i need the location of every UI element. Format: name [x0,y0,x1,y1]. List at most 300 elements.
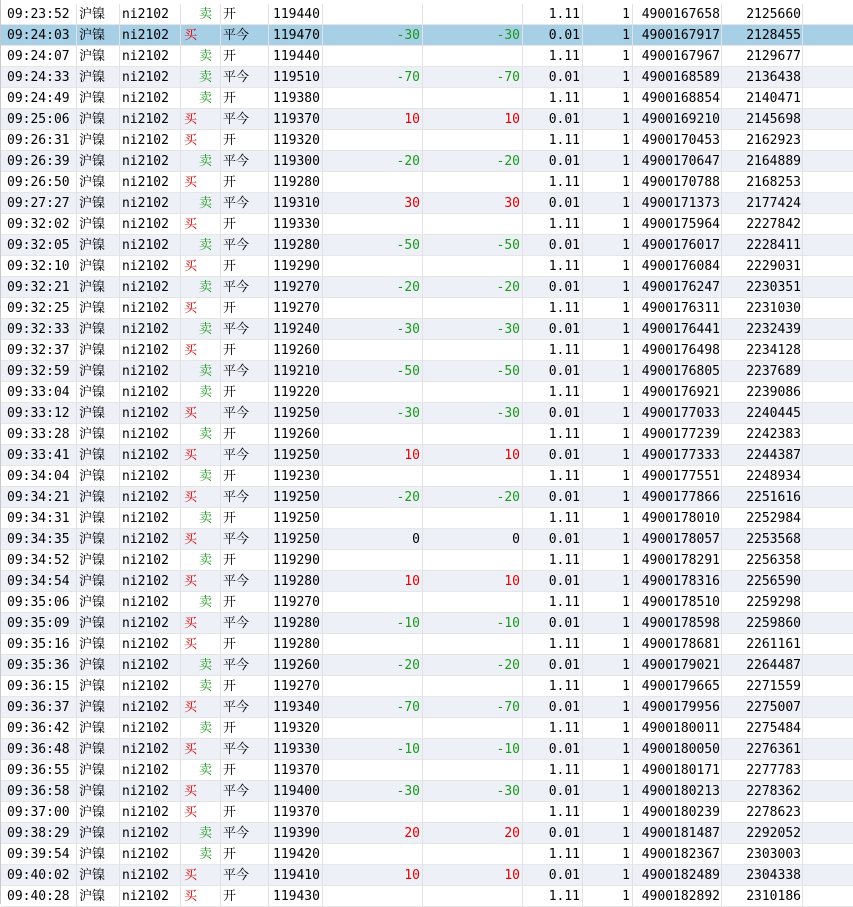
contract-cell: ni2102 [120,67,181,88]
contract-cell: ni2102 [120,634,181,655]
trade-row[interactable] [1,676,853,697]
time-cell: 09:33:28 [1,424,77,445]
price-cell: 119250 [269,403,323,424]
seq-cell: 2240445 [722,403,803,424]
fee-cell: 1.11 [523,802,583,823]
trade-row[interactable] [1,781,853,802]
action-cell: 平今 [221,67,269,88]
pnl-cell: -30 [323,25,423,46]
time-cell: 09:24:33 [1,67,77,88]
seq-cell: 2162923 [722,130,803,151]
exchange-cell: 沪镍 [77,151,120,172]
fee-cell: 0.01 [523,193,583,214]
price-cell: 119280 [269,235,323,256]
pnl-cell: 0 [323,529,423,550]
trade-row[interactable] [1,130,853,151]
pnl-cell [323,172,423,193]
pnl-cell: 10 [323,865,423,886]
exchange-cell: 沪镍 [77,277,120,298]
fee-cell: 0.01 [523,739,583,760]
contract-cell: ni2102 [120,487,181,508]
exchange-cell: 沪镍 [77,466,120,487]
price-cell: 119260 [269,340,323,361]
side-cell: 卖 [181,592,221,613]
trade-row[interactable] [1,697,853,718]
blank-cell [803,193,853,214]
price-cell: 119280 [269,172,323,193]
trade-row[interactable] [1,718,853,739]
pnl-cell: 10 [323,109,423,130]
blank-cell [803,466,853,487]
side-cell: 卖 [181,277,221,298]
side-cell: 买 [181,445,221,466]
seq-cell: 2275484 [722,718,803,739]
seq-cell: 2256590 [722,571,803,592]
trade-row[interactable] [1,865,853,886]
trade-row[interactable] [1,88,853,109]
blank-cell [803,487,853,508]
fee-cell: 1.11 [523,256,583,277]
side-cell: 卖 [181,235,221,256]
seq-cell: 2276361 [722,739,803,760]
side-cell: 买 [181,403,221,424]
side-cell: 买 [181,781,221,802]
fee-cell: 0.01 [523,865,583,886]
pnl-total-cell: -30 [423,319,523,340]
time-cell: 09:36:48 [1,739,77,760]
seq-cell: 2177424 [722,193,803,214]
seq-cell: 2231030 [722,298,803,319]
pnl-total-cell: -70 [423,697,523,718]
action-cell: 平今 [221,193,269,214]
order-id-cell: 4900180050 [633,739,722,760]
time-cell: 09:34:31 [1,508,77,529]
pnl-cell [323,802,423,823]
order-id-cell: 4900176311 [633,298,722,319]
qty-cell: 1 [583,697,633,718]
price-cell: 119250 [269,487,323,508]
qty-cell: 1 [583,319,633,340]
action-cell: 开 [221,466,269,487]
action-cell: 开 [221,424,269,445]
seq-cell: 2244387 [722,445,803,466]
trade-row[interactable] [1,382,853,403]
time-cell: 09:34:04 [1,466,77,487]
contract-cell: ni2102 [120,4,181,25]
time-cell: 09:39:54 [1,844,77,865]
exchange-cell: 沪镍 [77,781,120,802]
time-cell: 09:26:50 [1,172,77,193]
fee-cell: 0.01 [523,529,583,550]
exchange-cell: 沪镍 [77,361,120,382]
trade-row[interactable] [1,25,853,46]
trade-row[interactable] [1,319,853,340]
side-cell: 卖 [181,508,221,529]
pnl-total-cell [423,172,523,193]
trade-row[interactable] [1,613,853,634]
contract-cell: ni2102 [120,718,181,739]
exchange-cell: 沪镍 [77,214,120,235]
trade-row[interactable] [1,277,853,298]
pnl-total-cell [423,634,523,655]
pnl-cell: -10 [323,613,423,634]
pnl-cell [323,46,423,67]
order-id-cell: 4900178291 [633,550,722,571]
pnl-cell: -20 [323,655,423,676]
order-id-cell: 4900176921 [633,382,722,403]
time-cell: 09:26:31 [1,130,77,151]
seq-cell: 2128455 [722,25,803,46]
exchange-cell: 沪镍 [77,550,120,571]
exchange-cell: 沪镍 [77,25,120,46]
price-cell: 119250 [269,529,323,550]
time-cell: 09:23:52 [1,4,77,25]
pnl-total-cell: -30 [423,781,523,802]
exchange-cell: 沪镍 [77,445,120,466]
price-cell: 119270 [269,676,323,697]
seq-cell: 2145698 [722,109,803,130]
trade-row[interactable] [1,655,853,676]
exchange-cell: 沪镍 [77,613,120,634]
contract-cell: ni2102 [120,844,181,865]
qty-cell: 1 [583,46,633,67]
seq-cell: 2125660 [722,4,803,25]
side-cell: 买 [181,25,221,46]
price-cell: 119280 [269,571,323,592]
seq-cell: 2303003 [722,844,803,865]
action-cell: 开 [221,88,269,109]
fee-cell: 1.11 [523,760,583,781]
action-cell: 平今 [221,487,269,508]
fee-cell: 1.11 [523,214,583,235]
seq-cell: 2264487 [722,655,803,676]
qty-cell: 1 [583,655,633,676]
pnl-cell: -70 [323,697,423,718]
order-id-cell: 4900176498 [633,340,722,361]
trade-row[interactable] [1,46,853,67]
pnl-total-cell [423,802,523,823]
time-cell: 09:40:02 [1,865,77,886]
pnl-total-cell: 20 [423,823,523,844]
trade-row[interactable] [1,571,853,592]
order-id-cell: 4900178010 [633,508,722,529]
trade-row[interactable] [1,550,853,571]
contract-cell: ni2102 [120,403,181,424]
qty-cell: 1 [583,487,633,508]
time-cell: 09:34:52 [1,550,77,571]
trade-row[interactable] [1,67,853,88]
seq-cell: 2239086 [722,382,803,403]
time-cell: 09:34:54 [1,571,77,592]
fee-cell: 1.11 [523,718,583,739]
contract-cell: ni2102 [120,445,181,466]
pnl-total-cell [423,298,523,319]
pnl-total-cell: -10 [423,739,523,760]
trade-row[interactable] [1,403,853,424]
blank-cell [803,109,853,130]
time-cell: 09:37:00 [1,802,77,823]
fee-cell: 0.01 [523,445,583,466]
time-cell: 09:38:29 [1,823,77,844]
pnl-cell [323,4,423,25]
contract-cell: ni2102 [120,319,181,340]
qty-cell: 1 [583,781,633,802]
blank-cell [803,46,853,67]
side-cell: 卖 [181,676,221,697]
trade-row[interactable] [1,4,853,25]
trade-row[interactable] [1,508,853,529]
trade-row[interactable] [1,214,853,235]
exchange-cell: 沪镍 [77,886,120,907]
qty-cell: 1 [583,592,633,613]
price-cell: 119250 [269,445,323,466]
blank-cell [803,256,853,277]
price-cell: 119250 [269,508,323,529]
seq-cell: 2310186 [722,886,803,907]
action-cell: 开 [221,340,269,361]
price-cell: 119260 [269,655,323,676]
pnl-total-cell: 10 [423,109,523,130]
fee-cell: 1.11 [523,340,583,361]
seq-cell: 2261161 [722,634,803,655]
trade-row[interactable] [1,592,853,613]
time-cell: 09:33:41 [1,445,77,466]
qty-cell: 1 [583,382,633,403]
blank-cell [803,844,853,865]
fee-cell: 0.01 [523,781,583,802]
pnl-cell [323,88,423,109]
fee-cell: 0.01 [523,151,583,172]
pnl-cell: -50 [323,361,423,382]
seq-cell: 2248934 [722,466,803,487]
qty-cell: 1 [583,823,633,844]
trade-row[interactable] [1,823,853,844]
blank-cell [803,655,853,676]
blank-cell [803,151,853,172]
order-id-cell: 4900167917 [633,25,722,46]
side-cell: 买 [181,298,221,319]
fee-cell: 1.11 [523,298,583,319]
action-cell: 开 [221,802,269,823]
order-id-cell: 4900178510 [633,592,722,613]
side-cell: 买 [181,109,221,130]
contract-cell: ni2102 [120,109,181,130]
seq-cell: 2227842 [722,214,803,235]
blank-cell [803,424,853,445]
pnl-cell [323,214,423,235]
seq-cell: 2275007 [722,697,803,718]
blank-cell [803,613,853,634]
exchange-cell: 沪镍 [77,256,120,277]
side-cell: 卖 [181,67,221,88]
time-cell: 09:34:21 [1,487,77,508]
qty-cell: 1 [583,4,633,25]
pnl-cell [323,424,423,445]
blank-cell [803,508,853,529]
order-id-cell: 4900167658 [633,4,722,25]
trade-row[interactable] [1,424,853,445]
contract-cell: ni2102 [120,46,181,67]
trade-row[interactable] [1,529,853,550]
trade-row[interactable] [1,172,853,193]
exchange-cell: 沪镍 [77,844,120,865]
side-cell: 卖 [181,718,221,739]
pnl-total-cell: -30 [423,25,523,46]
qty-cell: 1 [583,340,633,361]
order-id-cell: 4900179956 [633,697,722,718]
trade-row[interactable] [1,739,853,760]
pnl-cell: -10 [323,739,423,760]
blank-cell [803,676,853,697]
blank-cell [803,319,853,340]
action-cell: 平今 [221,277,269,298]
trade-row[interactable] [1,844,853,865]
pnl-total-cell [423,676,523,697]
side-cell: 买 [181,130,221,151]
pnl-cell: -20 [323,487,423,508]
exchange-cell: 沪镍 [77,865,120,886]
exchange-cell: 沪镍 [77,109,120,130]
side-cell: 买 [181,739,221,760]
order-id-cell: 4900176441 [633,319,722,340]
time-cell: 09:35:09 [1,613,77,634]
price-cell: 119380 [269,88,323,109]
trade-row[interactable] [1,445,853,466]
order-id-cell: 4900179021 [633,655,722,676]
contract-cell: ni2102 [120,676,181,697]
trade-row[interactable] [1,193,853,214]
price-cell: 119420 [269,844,323,865]
pnl-total-cell [423,844,523,865]
action-cell: 开 [221,382,269,403]
fee-cell: 1.11 [523,4,583,25]
trade-row[interactable] [1,760,853,781]
price-cell: 119410 [269,865,323,886]
order-id-cell: 4900168854 [633,88,722,109]
order-id-cell: 4900181487 [633,823,722,844]
order-id-cell: 4900168589 [633,67,722,88]
price-cell: 119310 [269,193,323,214]
price-cell: 119270 [269,592,323,613]
exchange-cell: 沪镍 [77,592,120,613]
exchange-cell: 沪镍 [77,571,120,592]
trade-row[interactable] [1,256,853,277]
trade-row[interactable] [1,109,853,130]
pnl-total-cell [423,466,523,487]
price-cell: 119340 [269,697,323,718]
pnl-cell: -30 [323,781,423,802]
contract-cell: ni2102 [120,802,181,823]
contract-cell: ni2102 [120,172,181,193]
action-cell: 开 [221,4,269,25]
order-id-cell: 4900177551 [633,466,722,487]
qty-cell: 1 [583,403,633,424]
contract-cell: ni2102 [120,88,181,109]
price-cell: 119290 [269,256,323,277]
fee-cell: 1.11 [523,844,583,865]
pnl-total-cell [423,256,523,277]
trade-row[interactable] [1,466,853,487]
fee-cell: 1.11 [523,508,583,529]
exchange-cell: 沪镍 [77,823,120,844]
trade-row[interactable] [1,634,853,655]
action-cell: 开 [221,550,269,571]
order-id-cell: 4900180171 [633,760,722,781]
pnl-cell [323,130,423,151]
qty-cell: 1 [583,256,633,277]
trade-row[interactable] [1,340,853,361]
fee-cell: 0.01 [523,403,583,424]
exchange-cell: 沪镍 [77,655,120,676]
fee-cell: 0.01 [523,235,583,256]
pnl-total-cell: -50 [423,235,523,256]
qty-cell: 1 [583,214,633,235]
exchange-cell: 沪镍 [77,634,120,655]
trade-row[interactable] [1,802,853,823]
action-cell: 平今 [221,739,269,760]
qty-cell: 1 [583,109,633,130]
trade-row[interactable] [1,235,853,256]
trade-row[interactable] [1,361,853,382]
exchange-cell: 沪镍 [77,382,120,403]
time-cell: 09:32:21 [1,277,77,298]
fee-cell: 1.11 [523,592,583,613]
pnl-cell: -50 [323,235,423,256]
order-id-cell: 4900175964 [633,214,722,235]
fee-cell: 1.11 [523,88,583,109]
exchange-cell: 沪镍 [77,760,120,781]
qty-cell: 1 [583,130,633,151]
qty-cell: 1 [583,571,633,592]
price-cell: 119290 [269,550,323,571]
blank-cell [803,361,853,382]
fee-cell: 0.01 [523,697,583,718]
price-cell: 119390 [269,823,323,844]
time-cell: 09:40:28 [1,886,77,907]
price-cell: 119270 [269,277,323,298]
contract-cell: ni2102 [120,739,181,760]
side-cell: 卖 [181,46,221,67]
exchange-cell: 沪镍 [77,172,120,193]
pnl-cell [323,634,423,655]
pnl-total-cell [423,382,523,403]
side-cell: 买 [181,487,221,508]
action-cell: 平今 [221,445,269,466]
qty-cell: 1 [583,25,633,46]
contract-cell: ni2102 [120,865,181,886]
fee-cell: 0.01 [523,109,583,130]
time-cell: 09:33:12 [1,403,77,424]
seq-cell: 2251616 [722,487,803,508]
seq-cell: 2229031 [722,256,803,277]
side-cell: 卖 [181,88,221,109]
qty-cell: 1 [583,235,633,256]
price-cell: 119320 [269,130,323,151]
trade-row[interactable] [1,487,853,508]
trade-row[interactable] [1,151,853,172]
exchange-cell: 沪镍 [77,340,120,361]
action-cell: 平今 [221,823,269,844]
contract-cell: ni2102 [120,256,181,277]
time-cell: 09:32:59 [1,361,77,382]
contract-cell: ni2102 [120,214,181,235]
contract-cell: ni2102 [120,886,181,907]
time-cell: 09:32:10 [1,256,77,277]
price-cell: 119220 [269,382,323,403]
trade-row[interactable] [1,298,853,319]
qty-cell: 1 [583,277,633,298]
pnl-cell: 10 [323,445,423,466]
